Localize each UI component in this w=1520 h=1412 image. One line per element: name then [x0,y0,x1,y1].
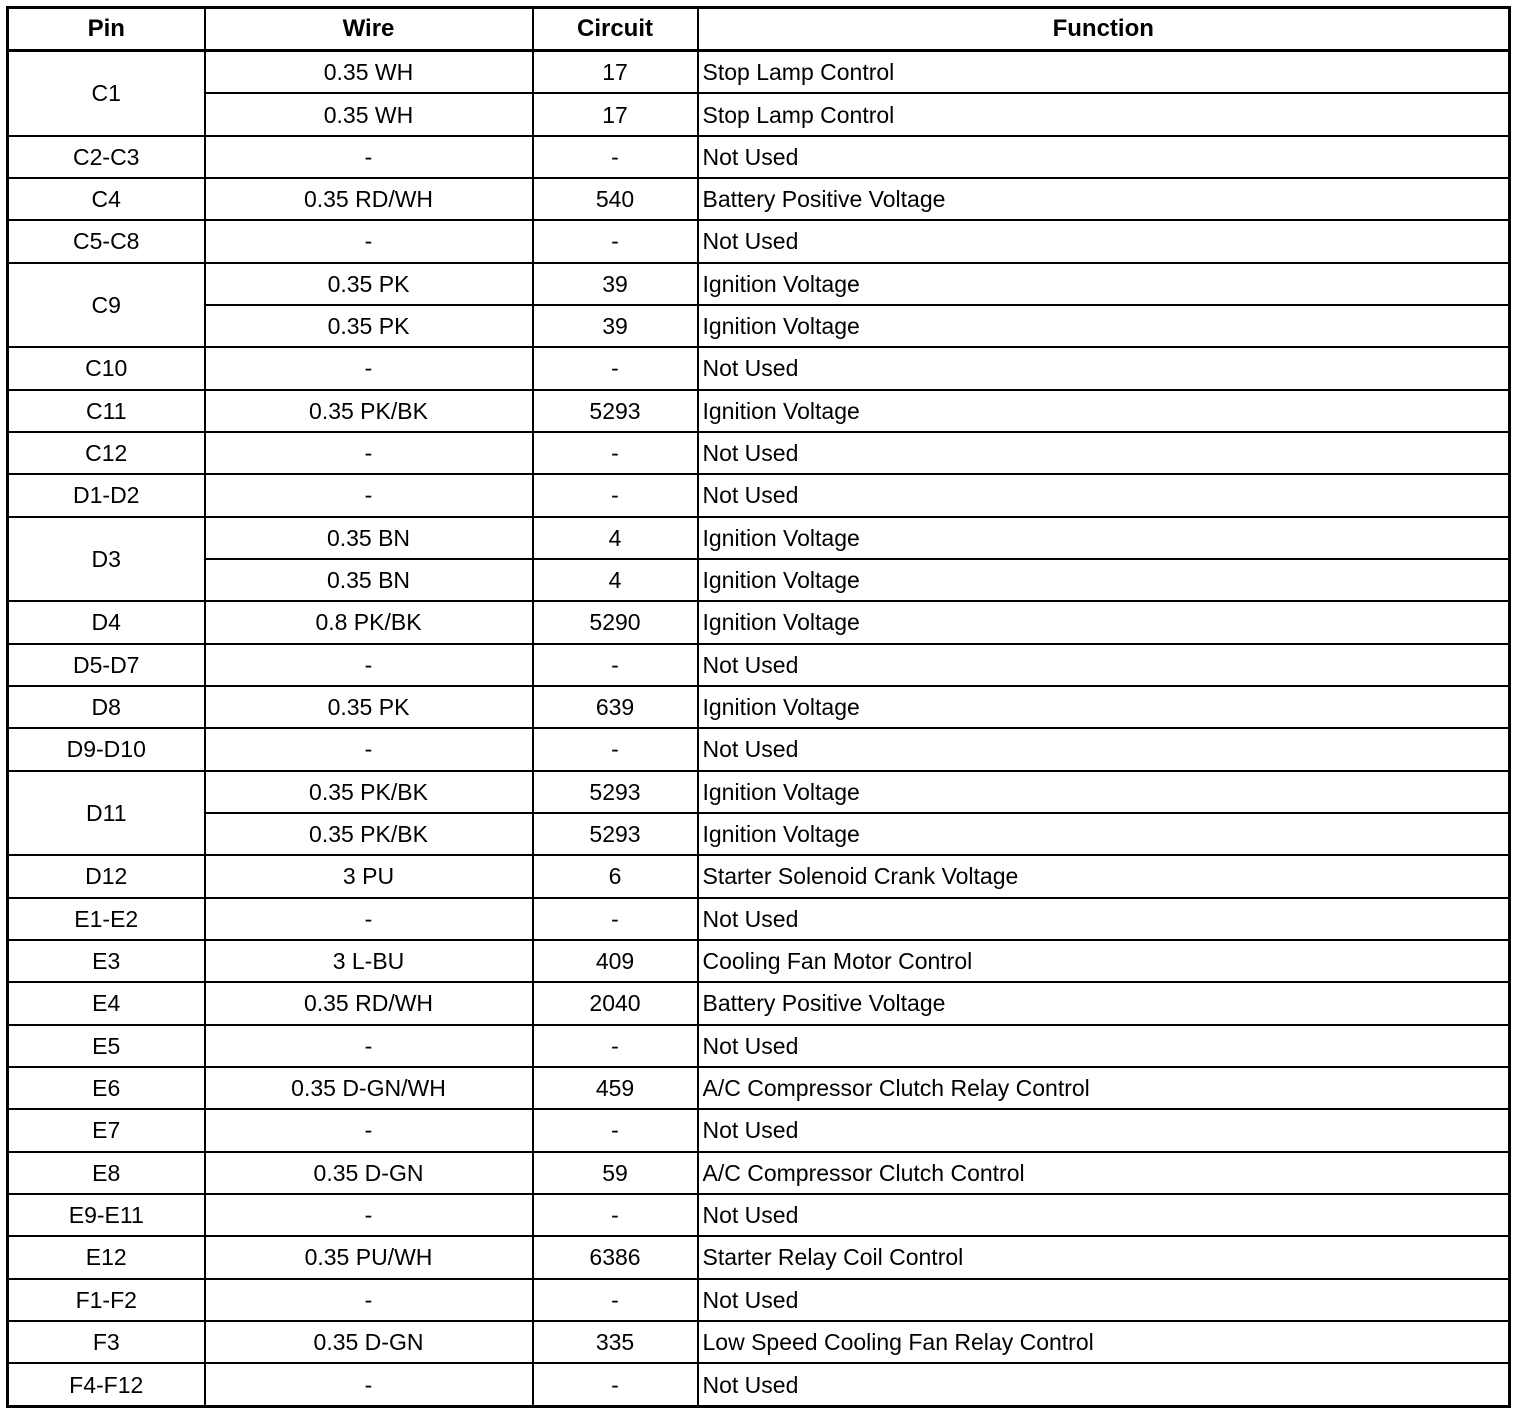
table-row [8,1067,1510,1109]
table-row [8,474,1510,516]
function-cell: Not Used [698,644,1510,686]
pin-cell: E6 [8,1067,205,1109]
circuit-cell: 5290 [533,601,698,643]
table-row [8,982,1510,1024]
pin-cell: C1 [8,51,205,136]
circuit-cell: 4 [533,517,698,559]
pin-cell: E4 [8,982,205,1024]
circuit-cell: 5293 [533,390,698,432]
circuit-cell: 6 [533,855,698,897]
function-cell: Stop Lamp Control [698,93,1510,135]
function-cell: Ignition Voltage [698,601,1510,643]
table-header-row [8,8,1510,51]
function-cell: Ignition Voltage [698,559,1510,601]
pin-cell: D1-D2 [8,474,205,516]
circuit-cell: - [533,1279,698,1321]
function-cell: Not Used [698,898,1510,940]
pin-cell: C4 [8,178,205,220]
pin-cell: E1-E2 [8,898,205,940]
circuit-cell: 639 [533,686,698,728]
function-cell: Not Used [698,347,1510,389]
wire-cell: 0.35 BN [205,559,533,601]
wire-cell: - [205,220,533,262]
table-row [8,1236,1510,1278]
function-cell: A/C Compressor Clutch Control [698,1152,1510,1194]
wire-cell: 0.35 PK [205,686,533,728]
wire-cell: - [205,644,533,686]
pin-cell: C5-C8 [8,220,205,262]
table-row [8,220,1510,262]
wire-cell: 0.35 D-GN/WH [205,1067,533,1109]
circuit-cell: 2040 [533,982,698,1024]
table-row [8,940,1510,982]
function-cell: Ignition Voltage [698,686,1510,728]
function-cell: Battery Positive Voltage [698,982,1510,1024]
function-cell: Not Used [698,220,1510,262]
function-cell: Not Used [698,728,1510,770]
pin-cell: E8 [8,1152,205,1194]
function-cell: Ignition Voltage [698,771,1510,813]
table-row [8,305,1510,347]
function-cell: Low Speed Cooling Fan Relay Control [698,1321,1510,1363]
pin-cell: F1-F2 [8,1279,205,1321]
wire-cell: - [205,1025,533,1067]
circuit-cell: 459 [533,1067,698,1109]
wire-cell: - [205,432,533,474]
pin-cell: D9-D10 [8,728,205,770]
circuit-cell: 6386 [533,1236,698,1278]
function-cell: Ignition Voltage [698,813,1510,855]
table-row [8,51,1510,94]
pin-cell: F3 [8,1321,205,1363]
circuit-cell: 39 [533,263,698,305]
wire-cell: 0.35 PK/BK [205,390,533,432]
function-cell: Not Used [698,1194,1510,1236]
function-cell: Ignition Voltage [698,263,1510,305]
pin-cell: E12 [8,1236,205,1278]
header-pin: Pin [8,8,205,51]
wire-cell: 0.35 WH [205,93,533,135]
table-row [8,1152,1510,1194]
wire-cell: 0.35 PK [205,305,533,347]
table-row [8,1109,1510,1151]
table-body [8,51,1510,1407]
circuit-cell: - [533,1025,698,1067]
wire-cell: 0.35 RD/WH [205,982,533,1024]
circuit-cell: 5293 [533,813,698,855]
function-cell: Not Used [698,1363,1510,1406]
function-cell: Not Used [698,432,1510,474]
table-row [8,347,1510,389]
table-row [8,813,1510,855]
pin-cell: E3 [8,940,205,982]
header-function: Function [698,8,1510,51]
circuit-cell: - [533,898,698,940]
circuit-cell: - [533,1194,698,1236]
circuit-cell: - [533,728,698,770]
wire-cell: - [205,898,533,940]
function-cell: Ignition Voltage [698,390,1510,432]
circuit-cell: 59 [533,1152,698,1194]
pinout-table [6,6,1511,1408]
table-row [8,178,1510,220]
table-row [8,432,1510,474]
wire-cell: 3 L-BU [205,940,533,982]
table-row [8,855,1510,897]
circuit-cell: - [533,1363,698,1406]
circuit-cell: - [533,347,698,389]
circuit-cell: 39 [533,305,698,347]
circuit-cell: 17 [533,93,698,135]
header-wire: Wire [205,8,533,51]
table-row [8,1194,1510,1236]
pin-cell: D3 [8,517,205,602]
circuit-cell: - [533,432,698,474]
table-row [8,136,1510,178]
circuit-cell: 409 [533,940,698,982]
circuit-cell: 4 [533,559,698,601]
wire-cell: - [205,1279,533,1321]
wire-cell: - [205,347,533,389]
function-cell: Starter Relay Coil Control [698,1236,1510,1278]
table-row [8,644,1510,686]
table-row [8,390,1510,432]
wire-cell: - [205,728,533,770]
function-cell: Not Used [698,474,1510,516]
circuit-cell: - [533,644,698,686]
pin-cell: E5 [8,1025,205,1067]
table-row [8,559,1510,601]
circuit-cell: 540 [533,178,698,220]
wire-cell: - [205,1194,533,1236]
circuit-cell: - [533,220,698,262]
function-cell: Not Used [698,1109,1510,1151]
table-row [8,686,1510,728]
pin-cell: E9-E11 [8,1194,205,1236]
wire-cell: 0.35 RD/WH [205,178,533,220]
table-row [8,263,1510,305]
function-cell: Ignition Voltage [698,305,1510,347]
pin-cell: C12 [8,432,205,474]
function-cell: Cooling Fan Motor Control [698,940,1510,982]
circuit-cell: - [533,474,698,516]
wire-cell: 0.35 D-GN [205,1321,533,1363]
header-circuit: Circuit [533,8,698,51]
pin-cell: D12 [8,855,205,897]
table-row [8,1321,1510,1363]
wire-cell: - [205,136,533,178]
pin-cell: D8 [8,686,205,728]
wire-cell: - [205,1109,533,1151]
pin-cell: C11 [8,390,205,432]
table-row [8,517,1510,559]
table-row [8,93,1510,135]
table-row [8,1279,1510,1321]
function-cell: Not Used [698,136,1510,178]
connector-pinout-document [6,6,1508,1408]
pin-cell: D5-D7 [8,644,205,686]
pin-cell: C2-C3 [8,136,205,178]
pin-cell: D11 [8,771,205,856]
table-row [8,728,1510,770]
circuit-cell: - [533,1109,698,1151]
pin-cell: F4-F12 [8,1363,205,1406]
function-cell: Not Used [698,1279,1510,1321]
wire-cell: 0.35 PU/WH [205,1236,533,1278]
circuit-cell: - [533,136,698,178]
function-cell: Starter Solenoid Crank Voltage [698,855,1510,897]
wire-cell: - [205,474,533,516]
wire-cell: 0.35 D-GN [205,1152,533,1194]
circuit-cell: 5293 [533,771,698,813]
pin-cell: E7 [8,1109,205,1151]
pin-cell: D4 [8,601,205,643]
wire-cell: 0.35 PK/BK [205,813,533,855]
table-row [8,1025,1510,1067]
pin-cell: C9 [8,263,205,348]
table-row [8,898,1510,940]
circuit-cell: 335 [533,1321,698,1363]
function-cell: A/C Compressor Clutch Relay Control [698,1067,1510,1109]
circuit-cell: 17 [533,51,698,94]
wire-cell: 0.8 PK/BK [205,601,533,643]
table-row [8,771,1510,813]
wire-cell: 0.35 PK [205,263,533,305]
wire-cell: 0.35 WH [205,51,533,94]
function-cell: Battery Positive Voltage [698,178,1510,220]
function-cell: Stop Lamp Control [698,51,1510,94]
wire-cell: 0.35 BN [205,517,533,559]
function-cell: Ignition Voltage [698,517,1510,559]
table-row [8,601,1510,643]
function-cell: Not Used [698,1025,1510,1067]
wire-cell: 0.35 PK/BK [205,771,533,813]
wire-cell: 3 PU [205,855,533,897]
wire-cell: - [205,1363,533,1406]
table-row [8,1363,1510,1406]
pin-cell: C10 [8,347,205,389]
